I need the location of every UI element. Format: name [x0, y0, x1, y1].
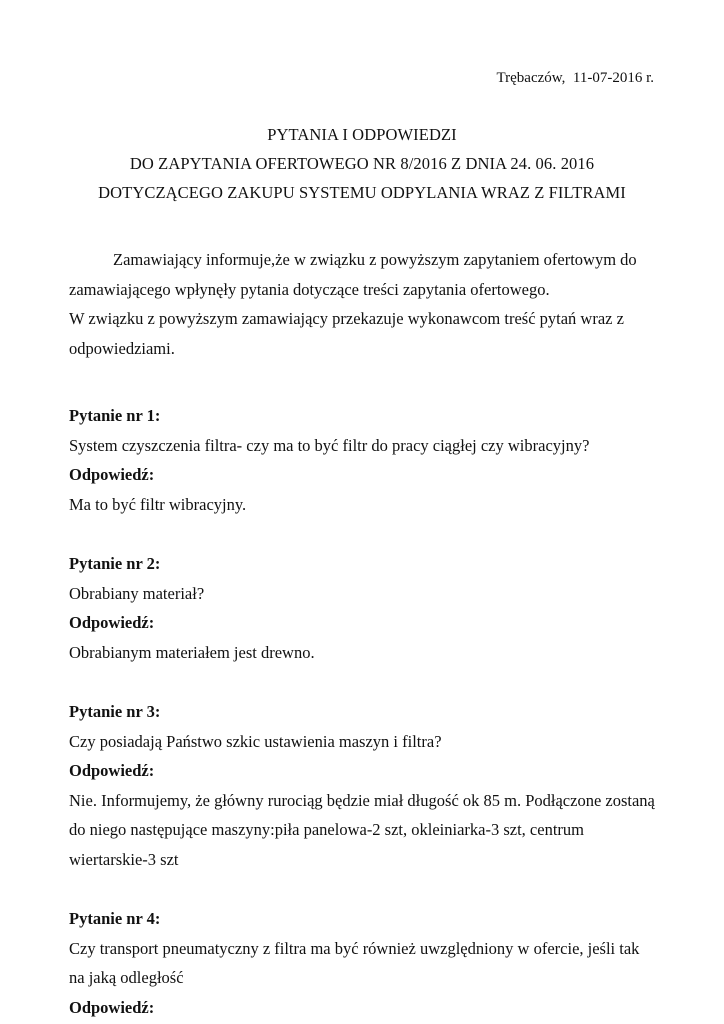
- qa-item-4: [69, 904, 659, 1022]
- document-date: Trębaczów, 11-07-2016 r.: [496, 70, 654, 86]
- spacer: [69, 874, 659, 904]
- question-label: Pytanie nr 4:: [69, 909, 161, 928]
- question-label: Pytanie nr 1:: [69, 406, 161, 425]
- title-line-3: DOTYCZĄCEGO ZAKUPU SYSTEMU ODPYLANIA WRAZ Z FILTRAMI: [98, 183, 626, 202]
- title-line-1: PYTANIA I ODPOWIEDZI: [267, 125, 457, 144]
- qa-item-3: [69, 697, 659, 874]
- title-line-2: DO ZAPYTANIA OFERTOWEGO NR 8/2016 Z DNIA 24. 06. 2016: [129, 154, 595, 173]
- answer-label: Odpowiedź:: [69, 465, 155, 484]
- document-title: [0, 120, 724, 207]
- answer-text: Ma to być filtr wibracyjny.: [69, 494, 247, 514]
- answer-label: Odpowiedź:: [69, 997, 155, 1017]
- intro-text-1: Zamawiający informuje,że w związku z powyższym zapytaniem ofertowym do zamawiającego wpłynęły pytania dotyczące treści zapytania ofertowego.: [69, 250, 637, 299]
- spacer: [69, 667, 659, 697]
- answer-label: Odpowiedź:: [69, 761, 155, 780]
- answer-text: Obrabianym materiałem jest drewno.: [69, 642, 315, 662]
- answer-text: Nie. Informujemy, że główny rurociąg będzie miał długość ok 85 m. Podłączone zostaną do niego następujące maszyny:piła panelowa-2 szt, okleiniarka-3 szt, centrum wiertarskie-3 szt: [69, 790, 655, 869]
- document-body: [69, 245, 659, 1022]
- question-label: Pytanie nr 2:: [69, 554, 161, 573]
- answer-label: Odpowiedź:: [69, 613, 155, 632]
- question-label: Pytanie nr 3:: [69, 702, 161, 721]
- question-text: Czy transport pneumatyczny z filtra ma być również uwzględniony w ofercie, jeśli tak na jaką odległość: [69, 938, 640, 987]
- intro-paragraph: [69, 245, 659, 304]
- spacer: [69, 519, 659, 549]
- question-text: System czyszczenia filtra- czy ma to być filtr do pracy ciągłej czy wibracyjny?: [69, 435, 590, 455]
- question-text: Czy posiadają Państwo szkic ustawienia maszyn i filtra?: [69, 731, 442, 751]
- spacer: [69, 363, 659, 401]
- intro-paragraph-2: W związku z powyższym zamawiający przekazuje wykonawcom treść pytań wraz z odpowiedziami.: [69, 309, 624, 358]
- qa-item-1: [69, 401, 659, 519]
- question-text: Obrabiany materiał?: [69, 583, 205, 603]
- qa-item-2: [69, 549, 659, 667]
